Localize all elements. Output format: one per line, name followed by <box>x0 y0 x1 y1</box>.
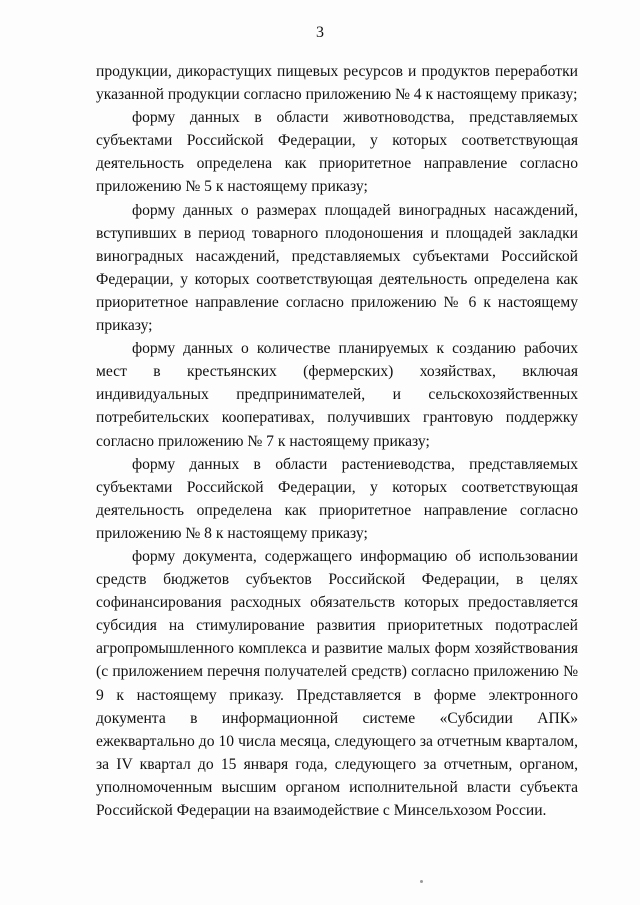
page-number: 3 <box>316 24 324 41</box>
paragraph-subsidy-document-form: форму документа, содержащего информацию об использовании средств бюджетов субъектов Российской Федерации, в целях софинансирования расходных обязательств которых предоставляется субсидия на стимулирование развития приоритетных подотраслей агропромышленного комплекса и развитие малых форм хозяйствования (с приложением перечня получателей средств) согласно приложению № 9 к настоящему приказу. Представляется в форме электронного документа в информационной системе «Субсидии АПК» ежеквартально до 10 числа месяца, следующего за отчетным кварталом, за IV квартал до 15 января года, следующего за отчетным, органом, уполномоченным высшим органом исполнительной власти субъекта Российской Федерации на взаимодействие с Минсельхозом России. <box>96 547 578 819</box>
document-body <box>96 60 578 822</box>
paragraph-crop-form: форму данных в области растениеводства, представляемых субъектами Российской Федерации, у которых соответствующая деятельность определена как приоритетное направление согласно приложению № 8 к настоящему приказу; <box>96 455 578 542</box>
paragraph-continuation: продукции, дикорастущих пищевых ресурсов и продуктов переработки указанной продукции согласно приложению № 4 к настоящему приказу; <box>96 63 578 104</box>
paragraph-jobs-form: форму данных о количестве планируемых к созданию рабочих мест в крестьянских (фермерских) хозяйствах, включая индивидуальных предпринимателей, и сельскохозяйственных потребительских кооперативах, получивших грантовую поддержку согласно приложению № 7 к настоящему приказу; <box>96 340 578 450</box>
paragraph-vineyard-form: форму данных о размерах площадей виноградных насаждений, вступивших в период товарного плодоношения и площадей закладки виноградных насаждений, представляемых субъектами Российской Федерации, у которых соответствующая деятельность определена как приоритетное направление согласно приложению № 6 к настоящему приказу; <box>96 201 578 335</box>
paragraph-livestock-form: форму данных в области животноводства, представляемых субъектами Российской Федерации, у которых соответствующая деятельность определена как приоритетное направление согласно приложению № 5 к настоящему приказу; <box>96 109 578 196</box>
scan-speck <box>420 880 423 883</box>
